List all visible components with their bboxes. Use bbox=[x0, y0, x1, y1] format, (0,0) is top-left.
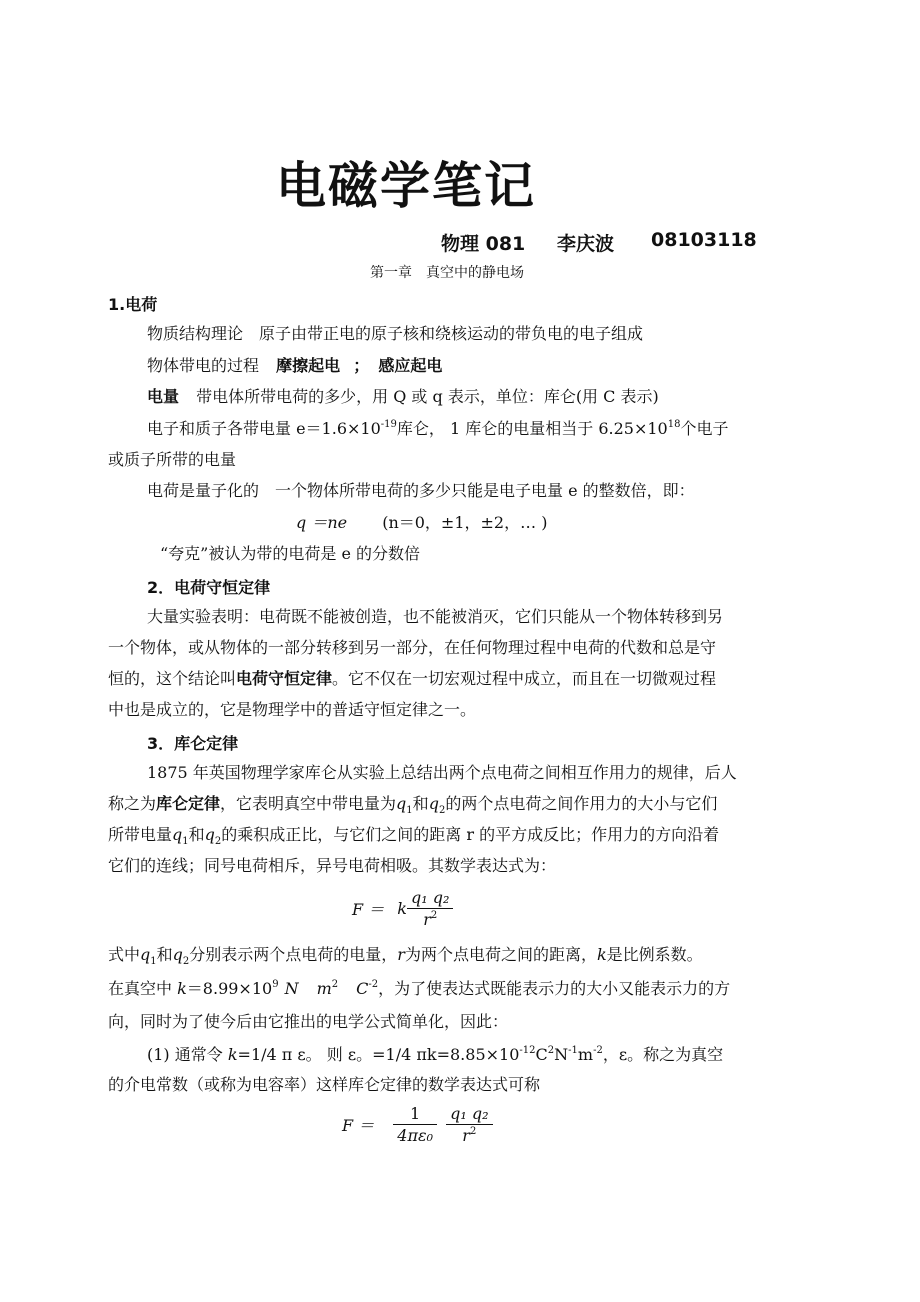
exponent: -1 bbox=[568, 1045, 578, 1056]
subscript: 1 bbox=[182, 836, 189, 847]
paragraph-line: 向，同时为了使今后由它推出的电学公式简单化，因此： bbox=[108, 1012, 509, 1031]
exponent: 2 bbox=[547, 1045, 555, 1056]
var-q: q bbox=[172, 825, 183, 844]
equation-quantization bbox=[296, 513, 547, 533]
coulomb-text: 库仑， 1 库仑的电量相当于 6.25×10 bbox=[396, 419, 668, 438]
subscript: 1 bbox=[150, 956, 157, 967]
exponent: 2 bbox=[331, 979, 339, 990]
var-q: q bbox=[396, 794, 407, 813]
text-run: 所带电量 bbox=[108, 825, 173, 844]
unit-m: m bbox=[316, 979, 332, 998]
subscript: 1 bbox=[406, 805, 413, 816]
fraction-bar bbox=[393, 1124, 437, 1125]
var-r: r bbox=[397, 945, 405, 964]
section-heading-coulomb: 3．库仑定律 bbox=[147, 734, 239, 753]
exponent: -12 bbox=[519, 1045, 536, 1056]
paragraph-line bbox=[108, 979, 730, 999]
exponent: -2 bbox=[593, 1045, 603, 1056]
formula-fraction bbox=[393, 1104, 437, 1145]
text-run: 和 bbox=[156, 945, 173, 964]
unit-m: m bbox=[577, 1045, 594, 1064]
friction-charging: 摩擦起电 bbox=[276, 356, 341, 375]
separator: ； bbox=[353, 356, 370, 375]
paragraph-line: 大量实验表明：电荷既不能被创造，也不能被消灭，它们只能从一个物体转移到另 bbox=[147, 607, 724, 626]
text-run: 是比例系数。 bbox=[606, 945, 703, 964]
paragraph-line: 它们的连线；同号电荷相斥，异号电荷相吸。其数学表达式为： bbox=[108, 856, 557, 875]
formula-F: F ＝ bbox=[352, 900, 385, 919]
var-k: k bbox=[227, 1045, 238, 1064]
formula-F: F ＝ bbox=[342, 1116, 375, 1135]
formula-fraction bbox=[407, 888, 453, 929]
paragraph-line bbox=[108, 945, 703, 965]
section-heading-conservation: 2．电荷守恒定律 bbox=[147, 578, 271, 597]
var-r: r bbox=[462, 1126, 470, 1145]
paragraph-line: 1875 年英国物理学家库仑从实验上总结出两个点电荷之间相互作用力的规律，后人 bbox=[147, 763, 737, 782]
electron-charge-text: 电子和质子各带电量 e＝1.6×10 bbox=[147, 419, 381, 438]
var-q: q bbox=[172, 945, 183, 964]
exponent: 18 bbox=[667, 419, 681, 430]
formula-numerator: 1 bbox=[410, 1104, 421, 1123]
electron-text: 个电子 bbox=[680, 419, 729, 438]
unit-C: C bbox=[535, 1045, 548, 1064]
coulomb-formula bbox=[352, 888, 453, 929]
formula-k: k bbox=[397, 899, 407, 918]
var-q: q bbox=[428, 794, 439, 813]
text-run: ＝8.99×10 bbox=[186, 979, 273, 998]
formula-denominator bbox=[407, 910, 453, 929]
text-run: 在真空中 bbox=[108, 979, 178, 998]
induction-charging: 感应起电 bbox=[378, 356, 443, 375]
author-id: 08103118 bbox=[651, 229, 757, 251]
paragraph-line bbox=[147, 1045, 723, 1065]
paragraph-line: 一个物体，或从物体的一部分转移到另一部分，在任何物理过程中电荷的代数和总是守 bbox=[108, 638, 717, 657]
paragraph-electron-charge bbox=[147, 419, 728, 439]
paragraph-quantization: 电荷是量子化的 一个物体所带电荷的多少只能是电子电量 e 的整数倍，即： bbox=[147, 481, 695, 500]
exponent: -19 bbox=[380, 419, 397, 430]
var-k: k bbox=[177, 979, 187, 998]
var-r: r bbox=[423, 910, 431, 929]
exponent: 2 bbox=[469, 1126, 477, 1137]
subscript: 2 bbox=[214, 836, 222, 847]
formula-denominator: 4πε₀ bbox=[397, 1126, 433, 1145]
quantity-text: 带电体所带电荷的多少，用 Q 或 q 表示，单位：库仑(用 C 表示) bbox=[196, 387, 659, 406]
paragraph-line bbox=[108, 669, 716, 689]
paragraph-line: 或质子所带的电量 bbox=[108, 450, 237, 469]
var-q: q bbox=[204, 825, 215, 844]
author-name: 李庆波 bbox=[557, 233, 615, 255]
paragraph-charging bbox=[147, 356, 442, 376]
text-run: 恒的，这个结论叫 bbox=[108, 669, 237, 688]
coulomb-formula-epsilon bbox=[342, 1104, 493, 1145]
paragraph-quantity bbox=[147, 387, 659, 407]
unit-C: C bbox=[356, 979, 369, 998]
eq-n-range: (n＝0，±1，±2，… ) bbox=[382, 513, 548, 532]
formula-fraction bbox=[446, 1104, 492, 1145]
paragraph-quark: “夸克”被认为带的电荷是 e 的分数倍 bbox=[160, 544, 421, 563]
subscript: 2 bbox=[182, 956, 190, 967]
eq-q-ne: q ＝ne bbox=[296, 513, 348, 532]
chapter-heading: 第一章 真空中的静电场 bbox=[370, 265, 524, 281]
paragraph-line bbox=[108, 794, 717, 814]
document-title: 电磁学笔记 bbox=[276, 157, 536, 215]
text-run: ，为了使表达式既能表示力的大小又能表示力的方 bbox=[378, 979, 731, 998]
paragraph-line: 的介电常数（或称为电容率）这样库仑定律的数学表达式可称 bbox=[108, 1075, 541, 1094]
exponent: 2 bbox=[430, 910, 438, 921]
text-run: ，ε。称之为真空 bbox=[602, 1045, 724, 1064]
unit-N: N bbox=[554, 1045, 569, 1064]
conservation-law-term: 电荷守恒定律 bbox=[236, 669, 333, 688]
formula-denominator bbox=[446, 1126, 492, 1145]
var-k: k bbox=[596, 945, 607, 964]
fraction-bar bbox=[446, 1124, 492, 1125]
text-run: 的乘积成正比，与它们之间的距离 r 的平方成反比；作用力的方向沿着 bbox=[221, 825, 720, 844]
formula-numerator: q₁ q₂ bbox=[411, 888, 450, 907]
paragraph-structure: 物质结构理论 原子由带正电的原子核和绕核运动的带负电的电子组成 bbox=[147, 324, 644, 343]
text-run: =1/4 π ε。 则 ε。=1/4 πk=8.85×10 bbox=[237, 1045, 520, 1064]
text-run: 分别表示两个点电荷的电量， bbox=[189, 945, 398, 964]
subscript: 2 bbox=[438, 805, 446, 816]
unit-N: N bbox=[284, 979, 299, 998]
text-run: 。它不仅在一切宏观过程中成立，而且在一切微观过程 bbox=[332, 669, 717, 688]
text-run: 的两个点电荷之间作用力的大小与它们 bbox=[445, 794, 718, 813]
text-run: 称之为 bbox=[108, 794, 157, 813]
exponent: -2 bbox=[368, 979, 379, 990]
paragraph-line: 中也是成立的，它是物理学中的普适守恒定律之一。 bbox=[108, 700, 477, 719]
text-run: (1) 通常令 bbox=[147, 1045, 228, 1064]
text-run: 和 bbox=[412, 794, 429, 813]
text-run: ，它表明真空中带电量为 bbox=[220, 794, 397, 813]
paragraph-line bbox=[108, 825, 719, 845]
text-run: 式中 bbox=[108, 945, 141, 964]
section-heading-charge: 1.电荷 bbox=[108, 295, 158, 314]
fraction-bar bbox=[407, 908, 453, 909]
formula-numerator: q₁ q₂ bbox=[450, 1104, 489, 1123]
coulomb-law-term: 库仑定律 bbox=[156, 794, 221, 813]
text-run: 和 bbox=[188, 825, 205, 844]
charging-label: 物体带电的过程 bbox=[147, 356, 260, 375]
author-class: 物理 081 bbox=[441, 233, 526, 255]
exponent: 9 bbox=[272, 979, 279, 990]
quantity-label: 电量 bbox=[147, 387, 180, 406]
text-run: 为两个点电荷之间的距离， bbox=[404, 945, 597, 964]
var-q: q bbox=[140, 945, 151, 964]
